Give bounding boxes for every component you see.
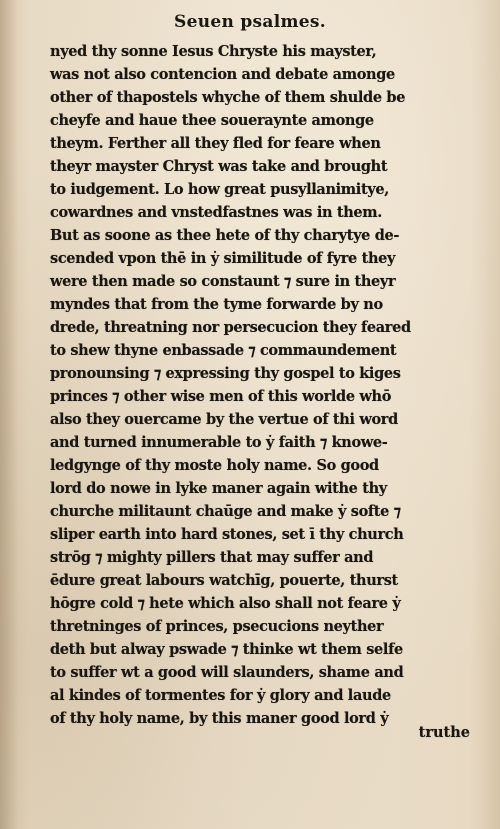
text-line: pronounsing ⁊ expressing thy gospel to kiges [50,365,401,382]
text-line: lord do nowe in lyke maner again withe thy [50,480,387,497]
text-line: was not also contencion and debate amonge [50,66,395,83]
text-block [50,40,470,730]
text-line: theyr mayster Chryst was take and brought [50,158,388,175]
text-line: churche militaunt chaūge and make ẏ softe ⁊ [50,503,401,520]
text-line: scended vpon thē in ẏ similitude of fyre they [50,250,396,267]
text-line: of thy holy name, by this maner good lord ẏ [50,710,389,727]
text-line: thretninges of princes, psecucions neyther [50,618,384,635]
text-line: were then made so constaunt ⁊ sure in theyr [50,273,396,290]
text-line: cheyfe and haue thee soueraynte amonge [50,112,374,129]
text-line: sliper earth into hard stones, set ī thy church [50,526,404,543]
text-line: ledgynge of thy moste holy name. So good [50,457,379,474]
gutter-shadow [0,0,18,829]
text-line: to shew thyne enbassade ⁊ commaundement [50,342,397,359]
text-line: other of thapostels whyche of them shulde be [50,89,406,106]
text-line: to suffer wt a good will slaunders, shame and [50,664,404,681]
text-line: nyed thy sonne Iesus Chryste his mayster, [50,43,377,60]
text-line: to iudgement. Lo how great pusyllanimitye, [50,181,389,198]
running-head: Seuen psalmes. [174,12,326,32]
text-line: also they ouercame by the vertue of thi word [50,411,398,428]
text-line: and turned innumerable to ẏ faith ⁊ knowe‑ [50,434,388,451]
text-line: strōg ⁊ mighty pillers that may suffer and [50,549,374,566]
text-line: drede, threatning nor persecucion they feared [50,319,411,336]
text-line: princes ⁊ other wise men of this worlde whō [50,388,392,405]
catchword: truthe [418,724,470,741]
text-line: deth but alway pswade ⁊ thinke wt them selfe [50,641,403,658]
text-line: hōgre cold ⁊ hete which also shall not feare ẏ [50,595,401,612]
text-line: ēdure great labours watchīg, pouerte, thurst [50,572,398,589]
text-line: al kindes of tormentes for ẏ glory and laude [50,687,391,704]
text-line: cowardnes and vnstedfastnes was in them. [50,204,382,221]
text-line: myndes that from the tyme forwarde by no [50,296,383,313]
text-line: theym. Ferther all they fled for feare when [50,135,381,152]
text-line: But as soone as thee hete of thy charytye de‑ [50,227,400,244]
